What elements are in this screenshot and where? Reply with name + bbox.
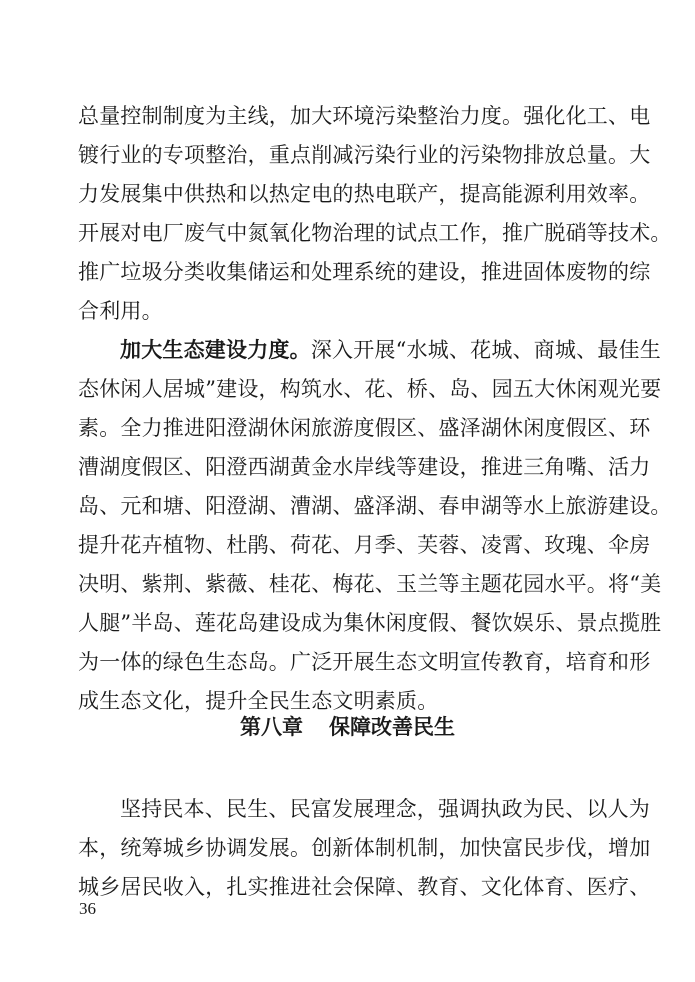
text-line-first (120, 331, 661, 369)
text-line-first: 坚持民本、民生、民富发展理念，强调执政为民、以人为 (120, 797, 650, 821)
text-line: 素。全力推进阳澄湖休闲旅游度假区、盛泽湖休闲度假区、环 (78, 416, 651, 440)
text-line: 漕湖度假区、阳澄西湖黄金水岸线等建设，推进三角嘴、活力 (78, 455, 651, 479)
text-line: 合利用。 (78, 299, 163, 323)
text-line: 提升花卉植物、杜鹃、荷花、月季、芙蓉、凌霄、玫瑰、伞房 (78, 533, 651, 557)
page-number: 36 (79, 899, 96, 918)
text-line: 总量控制制度为主线，加大环境污染整治力度。强化化工、电 (78, 104, 651, 128)
text-line: 成生态文化，提升全民生态文明素质。 (78, 689, 439, 713)
chapter-title: 保障改善民生 (329, 715, 455, 739)
text-line: 为一体的绿色生态岛。广泛开展生态文明宣传教育，培育和形 (78, 650, 651, 674)
text-line: 本，统筹城乡协调发展。创新体制机制，加快富民步伐，增加 (78, 836, 651, 860)
text-line: 镀行业的专项整治，重点削减污染行业的污染物排放总量。大 (78, 143, 651, 167)
text-line: 态休闲人居城”建设，构筑水、花、桥、岛、园五大休闲观光要 (78, 377, 662, 401)
text-line: 岛、元和塘、阳澄湖、漕湖、盛泽湖、春申湖等水上旅游建设。 (78, 494, 672, 518)
text-line: 决明、紫荆、紫薇、桂花、梅花、玉兰等主题花园水平。将“美 (78, 572, 662, 596)
text-line: 推广垃圾分类收集储运和处理系统的建设，推进固体废物的综 (78, 260, 651, 284)
text-run: 深入开展“水城、花城、商城、最佳生 (310, 338, 661, 362)
text-line: 城乡居民收入，扎实推进社会保障、教育、文化体育、医疗、 (78, 875, 651, 899)
chapter-number: 第八章 (240, 715, 303, 739)
text-line: 人腿”半岛、莲花岛建设成为集休闲度假、餐饮娱乐、景点揽胜 (78, 611, 662, 635)
chapter-heading (0, 707, 695, 747)
text-line: 力发展集中供热和以热定电的热电联产，提高能源利用效率。 (78, 182, 651, 206)
text-line: 开展对电厂废气中氮氧化物治理的试点工作，推广脱硝等技术。 (78, 221, 672, 245)
paragraph-lead-heading: 加大生态建设力度。 (120, 338, 311, 362)
